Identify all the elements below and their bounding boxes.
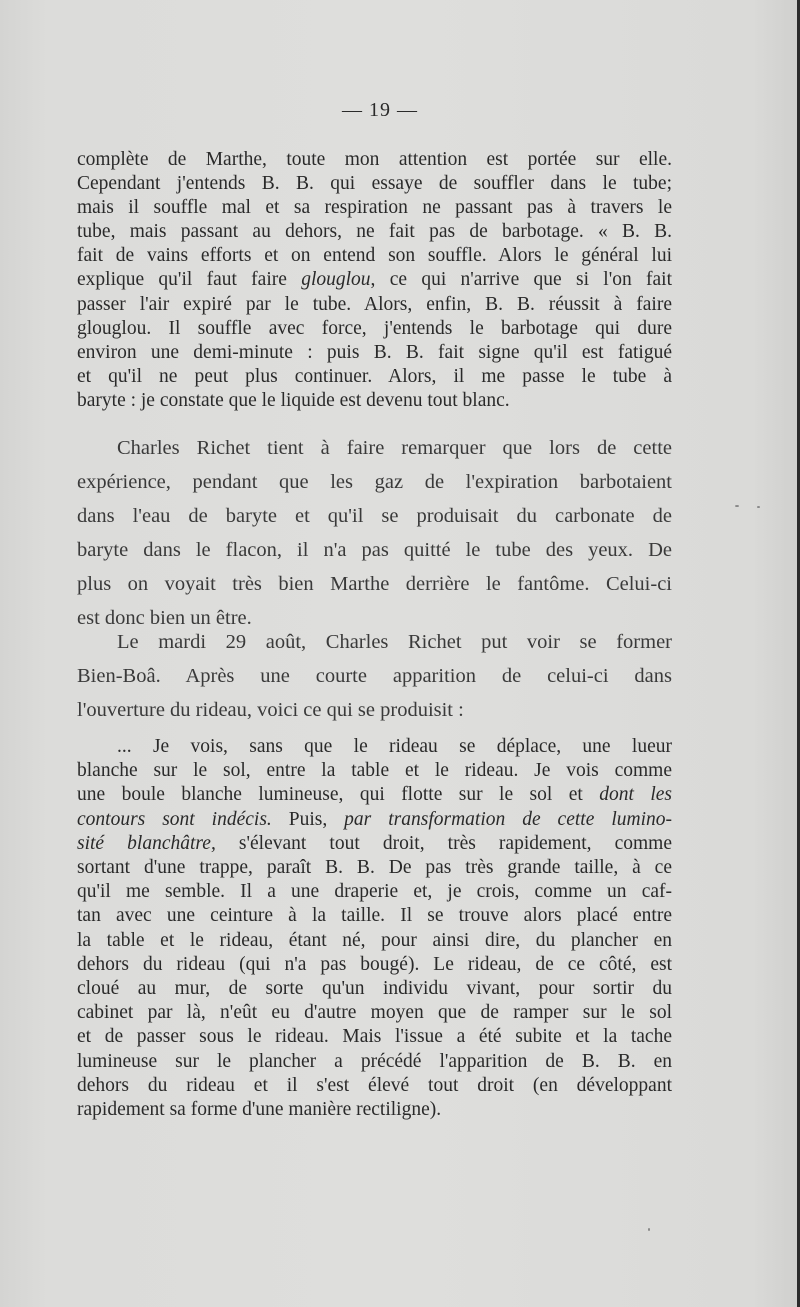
text-fragment: explique qu'il faut faire bbox=[77, 269, 302, 291]
page-number: — 19 — bbox=[342, 99, 418, 121]
text-line: lumineuse sur le plancher a précédé l'apparition de B. B. en bbox=[77, 1050, 672, 1072]
text-line: environ une demi-minute : puis B. B. fait signe qu'il est fatigué bbox=[77, 341, 672, 363]
text-line: et qu'il ne peut plus continuer. Alors, il me passe le tube à bbox=[77, 365, 672, 387]
paragraph-3 bbox=[77, 625, 672, 727]
paragraph-4-quote bbox=[77, 735, 672, 1122]
text-fragment: Puis, bbox=[271, 808, 345, 830]
text-line: la table et le rideau, étant né, pour ainsi dire, du plancher en bbox=[77, 929, 672, 951]
text-line: baryte : je constate que le liquide est devenu tout blanc. bbox=[77, 389, 510, 411]
text-line: tube, mais passant au dehors, ne fait pas de barbotage. « B. B. bbox=[77, 221, 672, 243]
text-line: baryte dans le flacon, il n'a pas quitté le tube des yeux. De bbox=[77, 539, 672, 561]
text-line: sortant d'une trappe, paraît B. B. De pas très grande taille, à ce bbox=[77, 857, 672, 879]
paragraph-2 bbox=[77, 431, 672, 635]
text-line: fait de vains efforts et on entend son souffle. Alors le général lui bbox=[77, 245, 672, 267]
text-line bbox=[77, 783, 672, 807]
italic-phrase: par transformation de cette lumino- bbox=[344, 808, 672, 830]
text-line: Charles Richet tient à faire remarquer que lors de cette bbox=[117, 437, 672, 459]
text-line: tan avec une ceinture à la taille. Il se trouve alors placé entre bbox=[77, 905, 672, 927]
text-line bbox=[77, 268, 672, 292]
italic-phrase: contours sont indécis. bbox=[77, 808, 272, 830]
text-line: l'ouverture du rideau, voici ce qui se produisit : bbox=[77, 699, 464, 721]
text-line: plus on voyait très bien Marthe derrière le fantôme. Celui-ci bbox=[77, 573, 672, 595]
text-line: passer l'air expiré par le tube. Alors, enfin, B. B. réussit à faire bbox=[77, 293, 672, 315]
text-line: dans l'eau de baryte et qu'il se produisait du carbonate de bbox=[77, 505, 672, 527]
text-line: blanche sur le sol, entre la table et le rideau. Je vois comme bbox=[77, 760, 672, 782]
text-line: dehors du rideau et il s'est élevé tout droit (en développant bbox=[77, 1074, 672, 1096]
paragraph-1 bbox=[77, 148, 672, 413]
text-line: cabinet par là, n'eût eu d'autre moyen que de ramper sur le sol bbox=[77, 1002, 672, 1024]
text-line: ... Je vois, sans que le rideau se déplace, une lueur bbox=[117, 736, 672, 757]
text-line: rapidement sa forme d'une manière rectiligne). bbox=[77, 1099, 442, 1121]
paper-speck bbox=[757, 506, 760, 508]
text-line bbox=[77, 808, 672, 832]
text-fragment: s'élevant tout droit, très rapidement, comme bbox=[215, 832, 672, 854]
text-fragment: , ce qui n'arrive que si l'on fait bbox=[370, 269, 672, 291]
text-line: mais il souffle mal et sa respiration ne passant pas à travers le bbox=[77, 197, 672, 219]
text-line: et de passer sous le rideau. Mais l'issue a été subite et la tache bbox=[77, 1026, 672, 1048]
text-fragment: une boule blanche lumineuse, qui flotte sur le sol et bbox=[77, 784, 600, 806]
text-line: glouglou. Il souffle avec force, j'entends le barbotage qui dure bbox=[77, 317, 672, 339]
text-line: expérience, pendant que les gaz de l'expiration barbotaient bbox=[77, 471, 672, 493]
paper-speck bbox=[648, 1228, 650, 1231]
text-line: cloué au mur, de sorte qu'un individu vivant, pour sortir du bbox=[77, 978, 672, 1000]
text-line bbox=[77, 832, 672, 856]
text-line: dehors du rideau (qui n'a pas bougé). Le rideau, de ce côté, est bbox=[77, 953, 672, 975]
text-line: complète de Marthe, toute mon attention est portée sur elle. bbox=[77, 149, 672, 170]
text-line: Bien-Boâ. Après une courte apparition de celui-ci dans bbox=[77, 665, 672, 687]
text-line: Le mardi 29 août, Charles Richet put voir se former bbox=[117, 631, 672, 653]
text-line: est donc bien un être. bbox=[77, 607, 252, 629]
italic-word: glouglou bbox=[301, 269, 371, 291]
text-line: Cependant j'entends B. B. qui essaye de souffler dans le tube; bbox=[77, 173, 672, 195]
italic-phrase: sité blanchâtre, bbox=[77, 832, 216, 854]
text-line: qu'il me semble. Il a une draperie et, je crois, comme un caf- bbox=[77, 881, 672, 903]
italic-phrase: dont les bbox=[599, 784, 672, 806]
paper-speck bbox=[735, 505, 739, 507]
